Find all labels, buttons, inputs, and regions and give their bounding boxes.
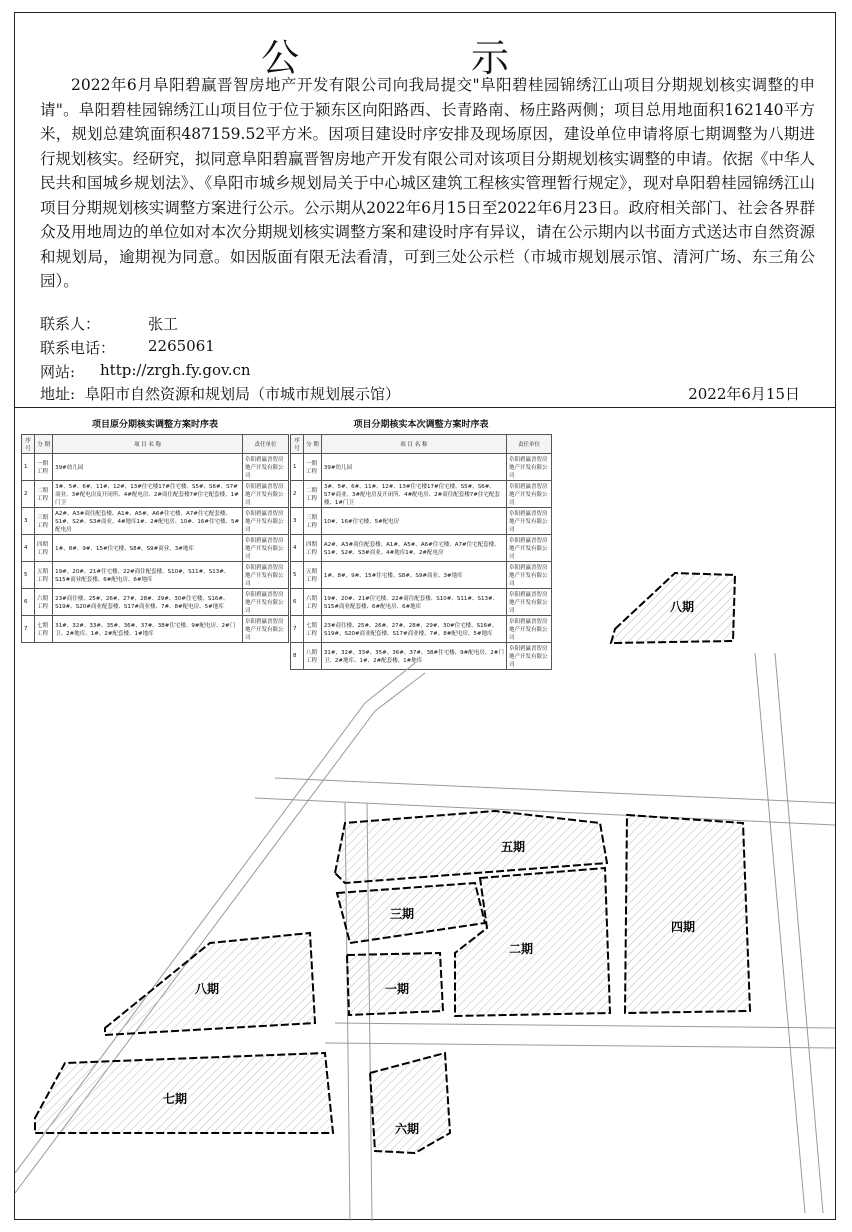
column-header: 分 期 xyxy=(303,435,321,454)
table-cell: 五期工程 xyxy=(35,562,53,589)
table-cell: 阜阳碧赢晋智房地产开发有限公司 xyxy=(507,643,552,670)
table-cell: 31#、32#、33#、35#、36#、37#、38#住宅楼、9#配电房、2#门卫、2#地库、1#、2#配套楼、1#地库 xyxy=(53,616,243,643)
table-cell: 三期工程 xyxy=(35,508,53,535)
table-cell: 四期工程 xyxy=(303,535,321,562)
table-title: 项目分期核实本次调整方案时序表 xyxy=(353,420,489,430)
contact-phone xyxy=(40,337,215,358)
column-header: 序号 xyxy=(22,435,35,454)
phone-label: 联系电话： xyxy=(40,339,116,357)
table-row xyxy=(22,508,289,535)
table-cell: 二期工程 xyxy=(303,481,321,508)
address-label: 地址: xyxy=(40,385,76,403)
table-cell: 阜阳碧赢晋智房地产开发有限公司 xyxy=(507,616,552,643)
table-cell: A2#、A3#商住配套楼、A1#、A5#、A6#住宅楼、A7#住宅配套楼、S1#、S2#、S3#商业、4#地库1#、2#配电房 xyxy=(321,535,506,562)
table-cell: 1 xyxy=(291,454,304,481)
table-cell: 阜阳碧赢晋智房地产开发有限公司 xyxy=(242,562,288,589)
phase-label: 四期 xyxy=(671,920,696,934)
table-cell: 7 xyxy=(22,616,35,643)
table-cell: 3#、5#、6#、11#、12#、13#住宅楼17#住宅楼、S5#、S6#、S7#商业、3#配电房及开闭所、4#配电房、2#商住配套楼7#住宅配套楼、1#门卫 xyxy=(321,481,506,508)
phase-4-block xyxy=(625,815,750,1013)
table-row xyxy=(291,508,552,535)
table-cell: 4 xyxy=(291,535,304,562)
table-cell: 阜阳碧赢晋智房地产开发有限公司 xyxy=(242,508,288,535)
table-cell: 8 xyxy=(291,643,304,670)
column-header: 序号 xyxy=(291,435,304,454)
table-cell: 3#、5#、6#、11#、12#、13#住宅楼17#住宅楼、S5#、S6#、S7#商业、3#配电房及开闭所、4#配电房、2#商住配套楼7#住宅配套楼、1#门卫 xyxy=(53,481,243,508)
notice-title: 公 示 xyxy=(260,36,590,80)
table-cell: 七期工程 xyxy=(303,616,321,643)
table-cell: 39#幼儿园 xyxy=(321,454,506,481)
column-header: 项 目 名 称 xyxy=(53,435,243,454)
column-header: 分 期 xyxy=(35,435,53,454)
table-cell: 阜阳碧赢晋智房地产开发有限公司 xyxy=(242,535,288,562)
table-cell: 23#商住楼、25#、26#、27#、28#、29#、30#住宅楼、S16#、S19#、S20#商业配套楼、S17#商业楼、7#、8#配电房、5#地库 xyxy=(321,616,506,643)
table-cell: A2#、A3#商住配套楼、A1#、A5#、A6#住宅楼、A7#住宅配套楼、S1#、S2#、S3#商业、4#地库1#、2#配电房、10#、16#住宅楼、5#配电房 xyxy=(53,508,243,535)
column-header: 项 目 名 称 xyxy=(321,435,506,454)
table-cell: 阜阳碧赢晋智房地产开发有限公司 xyxy=(242,589,288,616)
contact-address xyxy=(40,383,800,404)
table-cell: 阜阳碧赢晋智房地产开发有限公司 xyxy=(507,454,552,481)
table-cell: 3 xyxy=(22,508,35,535)
table-cell: 五期工程 xyxy=(303,562,321,589)
table-cell: 5 xyxy=(22,562,35,589)
table-cell: 5 xyxy=(291,562,304,589)
table-cell: 6 xyxy=(291,589,304,616)
table-row xyxy=(291,454,552,481)
table-cell: 7 xyxy=(291,616,304,643)
table-cell: 二期工程 xyxy=(35,481,53,508)
table-cell: 23#商住楼、25#、26#、27#、28#、29#、30#住宅楼、S16#、S19#、S20#商业配套楼、S17#商业楼、7#、8#配电房、5#地库 xyxy=(53,589,243,616)
contact-label: 联系人： xyxy=(40,315,101,333)
contact-website xyxy=(40,361,251,382)
phase-label: 二期 xyxy=(509,942,534,956)
table-cell: 10#、16#住宅楼、5#配电房 xyxy=(321,508,506,535)
table-cell: 阜阳碧赢晋智房地产开发有限公司 xyxy=(507,589,552,616)
column-header: 责任单位 xyxy=(242,435,288,454)
table-cell: 6 xyxy=(22,589,35,616)
table-cell: 19#、20#、21#住宅楼、22#商住配套楼、S10#、S11#、S13#、S15#商业配套楼、6#配电房、6#地库 xyxy=(53,562,243,589)
contact-value: 张工 xyxy=(148,315,179,333)
notice-body: 2022年6月阜阳碧赢晋智房地产开发有限公司向我局提交"阜阳碧桂园锦绣江山项目分期规划核实调整的申请"。阜阳碧桂园锦绣江山项目位于位于颍东区向阳路西、长青路南、杨庄路两侧；项目总用地面积162140平方米，规划总建筑面积487159.52平方米。因项目建设时序安排及现场原因，建设单位申请将原七期调整为八期进行规划核实。经研究，拟同意阜阳碧赢晋智房地产开发有限公司对该项目分期规划核实调整的申请。依据《中华人民共和国城乡规划法》、《阜阳市城乡规划局关于中心城区建筑工程核实管理暂行规定》，现对阜阳碧桂园锦绣江山项目分期规划核实调整方案进行公示。公示期从2022年6月15日至2022年6月23日。政府相关部门、社会各界群众及用地周边的单位如对本次分期规划核实调整方案和建设时序有异议，请在公示期内以书面方式送达市自然资源和规划局，逾期视为同意。如因版面有限无法看清，可到三处公示栏（市城市规划展示馆、清河广场、东三角公园）。 xyxy=(40,76,816,290)
table-cell: 一期工程 xyxy=(303,454,321,481)
table-cell: 2 xyxy=(291,481,304,508)
address-value: 阜阳市自然资源和规划局（市城市规划展示馆） xyxy=(85,385,401,403)
phase-6-block xyxy=(370,1053,450,1153)
phase-label: 七期 xyxy=(163,1092,188,1106)
table-cell: 阜阳碧赢晋智房地产开发有限公司 xyxy=(242,454,288,481)
table-cell: 2 xyxy=(22,481,35,508)
site-plan-svg xyxy=(15,533,835,1221)
table-cell: 四期工程 xyxy=(35,535,53,562)
table-cell: 31#、32#、33#、35#、36#、37#、38#住宅楼、9#配电房、2#门卫、2#地库、1#、2#配套楼、1#地库 xyxy=(321,643,506,670)
table-header-row xyxy=(291,435,552,454)
phone-value: 2265061 xyxy=(148,337,215,355)
notice-board xyxy=(14,12,836,1220)
table-cell: 阜阳碧赢晋智房地产开发有限公司 xyxy=(242,616,288,643)
web-link[interactable]: http://zrgh.fy.gov.cn xyxy=(100,361,251,379)
table-cell: 阜阳碧赢晋智房地产开发有限公司 xyxy=(507,508,552,535)
table-cell: 4 xyxy=(22,535,35,562)
table-cell: 阜阳碧赢晋智房地产开发有限公司 xyxy=(507,481,552,508)
web-label: 网站: xyxy=(40,363,76,381)
table-cell: 1#、8#、9#、15#住宅楼、S8#、S9#商业、3#地库 xyxy=(321,562,506,589)
table-title: 项目原分期核实调整方案时序表 xyxy=(91,420,218,430)
table-cell: 1 xyxy=(22,454,35,481)
table-row xyxy=(291,481,552,508)
notice-date: 2022年6月15日 xyxy=(688,385,800,403)
phase-label: 五期 xyxy=(501,840,526,854)
phase-label: 六期 xyxy=(395,1122,420,1136)
table-cell: 3 xyxy=(291,508,304,535)
table-cell: 一期工程 xyxy=(35,454,53,481)
table-cell: 六期工程 xyxy=(35,589,53,616)
phase-label: 一期 xyxy=(385,982,410,996)
table-cell: 八期工程 xyxy=(303,643,321,670)
site-plan-map xyxy=(15,533,835,1221)
table-row xyxy=(22,454,289,481)
table-cell: 阜阳碧赢晋智房地产开发有限公司 xyxy=(242,481,288,508)
phase-label: 八期 xyxy=(195,982,220,996)
column-header: 责任单位 xyxy=(507,435,552,454)
table-cell: 六期工程 xyxy=(303,589,321,616)
phase-label: 八期 xyxy=(670,600,695,614)
table-cell: 三期工程 xyxy=(303,508,321,535)
contact-person xyxy=(40,313,179,334)
table-cell: 阜阳碧赢晋智房地产开发有限公司 xyxy=(507,535,552,562)
table-cell: 19#、20#、21#住宅楼、22#商住配套楼、S10#、S11#、S13#、S15#商业配套楼、6#配电房、6#地库 xyxy=(321,589,506,616)
table-cell: 1#、8#、9#、15#住宅楼、S8#、S9#商业、3#地库 xyxy=(53,535,243,562)
table-cell: 阜阳碧赢晋智房地产开发有限公司 xyxy=(507,562,552,589)
table-header-row xyxy=(22,435,289,454)
table-cell: 七期工程 xyxy=(35,616,53,643)
notice-section xyxy=(15,13,835,408)
phase-label: 三期 xyxy=(390,907,415,921)
table-row xyxy=(22,481,289,508)
table-cell: 39#幼儿园 xyxy=(53,454,243,481)
